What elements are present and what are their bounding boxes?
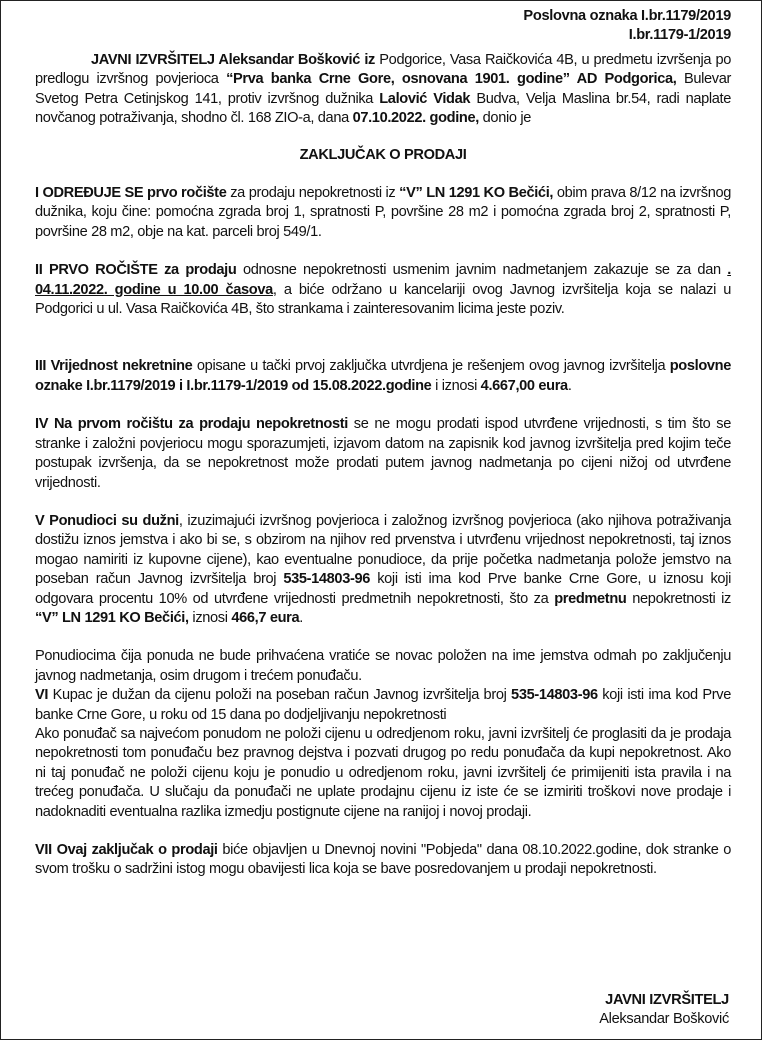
s5-amount: 466,7 eura	[231, 609, 300, 626]
intro-issuer: JAVNI IZVRŠITELJ Aleksandar Bošković iz	[91, 52, 375, 68]
reference-line-2: I.br.1179-1/2019	[628, 26, 731, 43]
section-1	[35, 184, 731, 242]
intro-text-2: Bulevar Svetog Petra Cetinjskog 141, protiv izvršnog dužnika	[35, 71, 731, 107]
s4-heading: IV Na prvom ročištu za prodaju nepokretnosti	[35, 416, 348, 433]
section-7	[35, 841, 731, 880]
intro-text-4: donio je	[478, 110, 531, 127]
intro-creditor: “Prva banka Crne Gore, osnovana 1901. godine” AD Podgorica,	[226, 71, 677, 88]
reference-block	[35, 7, 731, 44]
intro-text-1: Podgorice, Vasa Raičkovića 4B, u predmetu izvršenja po predlogu izvršnog povjerioca	[35, 52, 731, 88]
s3-text-3: .	[567, 377, 572, 394]
section-2	[35, 261, 731, 319]
refund-paragraph: Ponudiocima čija ponuda ne bude prihvaćena vratiće se novac položen na ime jemstva odmah po zaključenju javnog nadmetanja, osim drugom i trećem ponuđaču.	[35, 648, 731, 684]
s7-heading: VII Ovaj zaključak o prodaji	[35, 842, 218, 858]
section-6	[35, 686, 731, 725]
default-paragraph: Ako ponuđač sa najvećom ponudom ne položi cijenu u odredjenom roku, javni izvršitelj će proglasiti da je prodaja nepokretnosti tom ponuđaču bez pravnog dejstva i pozvati drugog po redu ponuđača da kupi nepokretnost. Ako ni taj ponuđač ne položi cijenu koju je ponudio u odredjenom roku, javni izvršitelj će primijeniti ista pravila i na trećeg ponuđača. U slučaju da ponuđači ne uplate prodajnu cijenu iz iste će se izmiriti troškovi nove prodaje i nadoknaditi eventualna razlika izmedju postignute cijene na ranijoj i novoj prodaji.	[35, 725, 731, 820]
s5-emphasis: predmetnu	[554, 590, 627, 607]
s6-heading: VI	[35, 687, 49, 704]
s3-heading: III Vrijednost nekretnine	[35, 358, 193, 375]
signature-name: Aleksandar Bošković	[599, 1011, 729, 1027]
s3-text-2: i iznosi	[431, 377, 481, 394]
s5-text-1: , izuzimajući izvršnog povjerioca i založnog izvršnog povjerioca (ako njihova potraživanja dostižu iznos jemstva i ako bi se, s obzirom na njihov red prvenstva i utvrđenu vrijednost nepokretnosti, taj iznos mogao namiriti iz kupovne cijene), kao eventualne ponudioce, da prije početka nadmetanja polože jemstvo na poseban račun Javnog izvršitelja broj	[35, 512, 731, 588]
s6-account: 535-14803-96	[511, 687, 598, 704]
s3-reference: poslovne oznake I.br.1179/2019 i I.br.1179-1/2019 od 15.08.2022.godine	[35, 358, 731, 394]
intro-date: 07.10.2022. godine,	[352, 110, 479, 127]
intro-text-3: Budva, Velja Maslina br.54, radi naplate novčanog potraživanja, shodno čl. 168 ZIO-a, dana	[35, 90, 731, 127]
s5-text-4: iznosi	[188, 609, 232, 626]
signature-block	[599, 991, 729, 1029]
section-4	[35, 415, 731, 493]
section-5	[35, 512, 731, 628]
s5-account: 535-14803-96	[283, 571, 371, 588]
s3-amount: 4.667,00 eura	[480, 377, 568, 394]
s5-property: “V” LN 1291 KO Bečići,	[35, 609, 189, 626]
intro-debtor: Lalović Vidak	[379, 90, 471, 107]
s1-text-1: za prodaju nepokretnosti iz	[226, 185, 400, 202]
s2-text-1: odnosne nepokretnosti usmenim javnim nadmetanjem zakazuje se za dan	[236, 262, 728, 279]
signature-role: JAVNI IZVRŠITELJ	[605, 992, 729, 1008]
s2-text-2: , a biće održano u kancelariji ovog Javnog izvršitelja koja se nalazi u Podgorici u ul. Vasa Raičkovića 4B, što strankama i zainteresovanim licima jeste poziv.	[35, 281, 732, 318]
s5-heading: V Ponudioci su dužni	[35, 512, 179, 529]
s1-text-2: obim prava 8/12 na izvršnog dužnika, koju čine: pomoćna zgrada broj 1, spratnosti P, površine 28 m2 i pomoćna zgrada broj 2, spratnosti P, površine 28 m2, obje na kat. parceli broj 549/1.	[35, 185, 731, 240]
s5-text-2: koji isti ima kod Prve banke Crne Gore, u iznosu koji odgovara procentu 10% od utvrđene vrijednosti predmetnih nepokretnosti, što za	[35, 571, 731, 607]
section-3	[35, 357, 731, 396]
s5-text-5: .	[299, 609, 303, 626]
s1-heading: I ODREĐUJE SE prvo ročište	[35, 185, 227, 202]
document-title: ZAKLJUČAK O PRODAJI	[299, 146, 467, 163]
s7-text: biće objavljen u Dnevnoj novini "Pobjeda" dana 08.10.2022.godine, dok stranke o svom trošku o sadržini istog mogu obavijesti lica koja se bave posredovanjem u prodaji nepokretnosti.	[35, 842, 731, 878]
reference-line-1: Poslovna oznaka I.br.1179/2019	[523, 8, 731, 24]
s6-text-2: koji isti ima kod Prve banke Crne Gore, u roku od 15 dana po dodjeljivanju nepokretnosti	[35, 687, 731, 723]
s5-text-3: nepokretnosti iz	[626, 590, 731, 607]
s1-property: “V” LN 1291 KO Bečići,	[399, 185, 554, 202]
s3-text-1: opisane u tački prvoj zaključka utvrdjena je rešenjem ovog javnog izvršitelja	[192, 358, 670, 375]
s2-heading: II PRVO ROČIŠTE za prodaju	[35, 262, 237, 279]
s4-text: se ne mogu prodati ispod utvrđene vrijednosti, s tim što se stranke i založni povjeriocu mogu sporazumjeti, izjavom datom na zapisnik kod javnog izvršitelja pred kojim teče postupak izvršenja, da se nepokretnost može prodati putem javnog nadmetanja po cijeni nižoj od utvrđene vrijednosti.	[35, 416, 731, 491]
s2-date: . 04.11.2022. godine u 10.00 časova	[35, 262, 731, 298]
s6-text-1: Kupac je dužan da cijenu položi na poseban račun Javnog izvršitelja broj	[48, 687, 512, 704]
intro-paragraph	[35, 51, 731, 129]
